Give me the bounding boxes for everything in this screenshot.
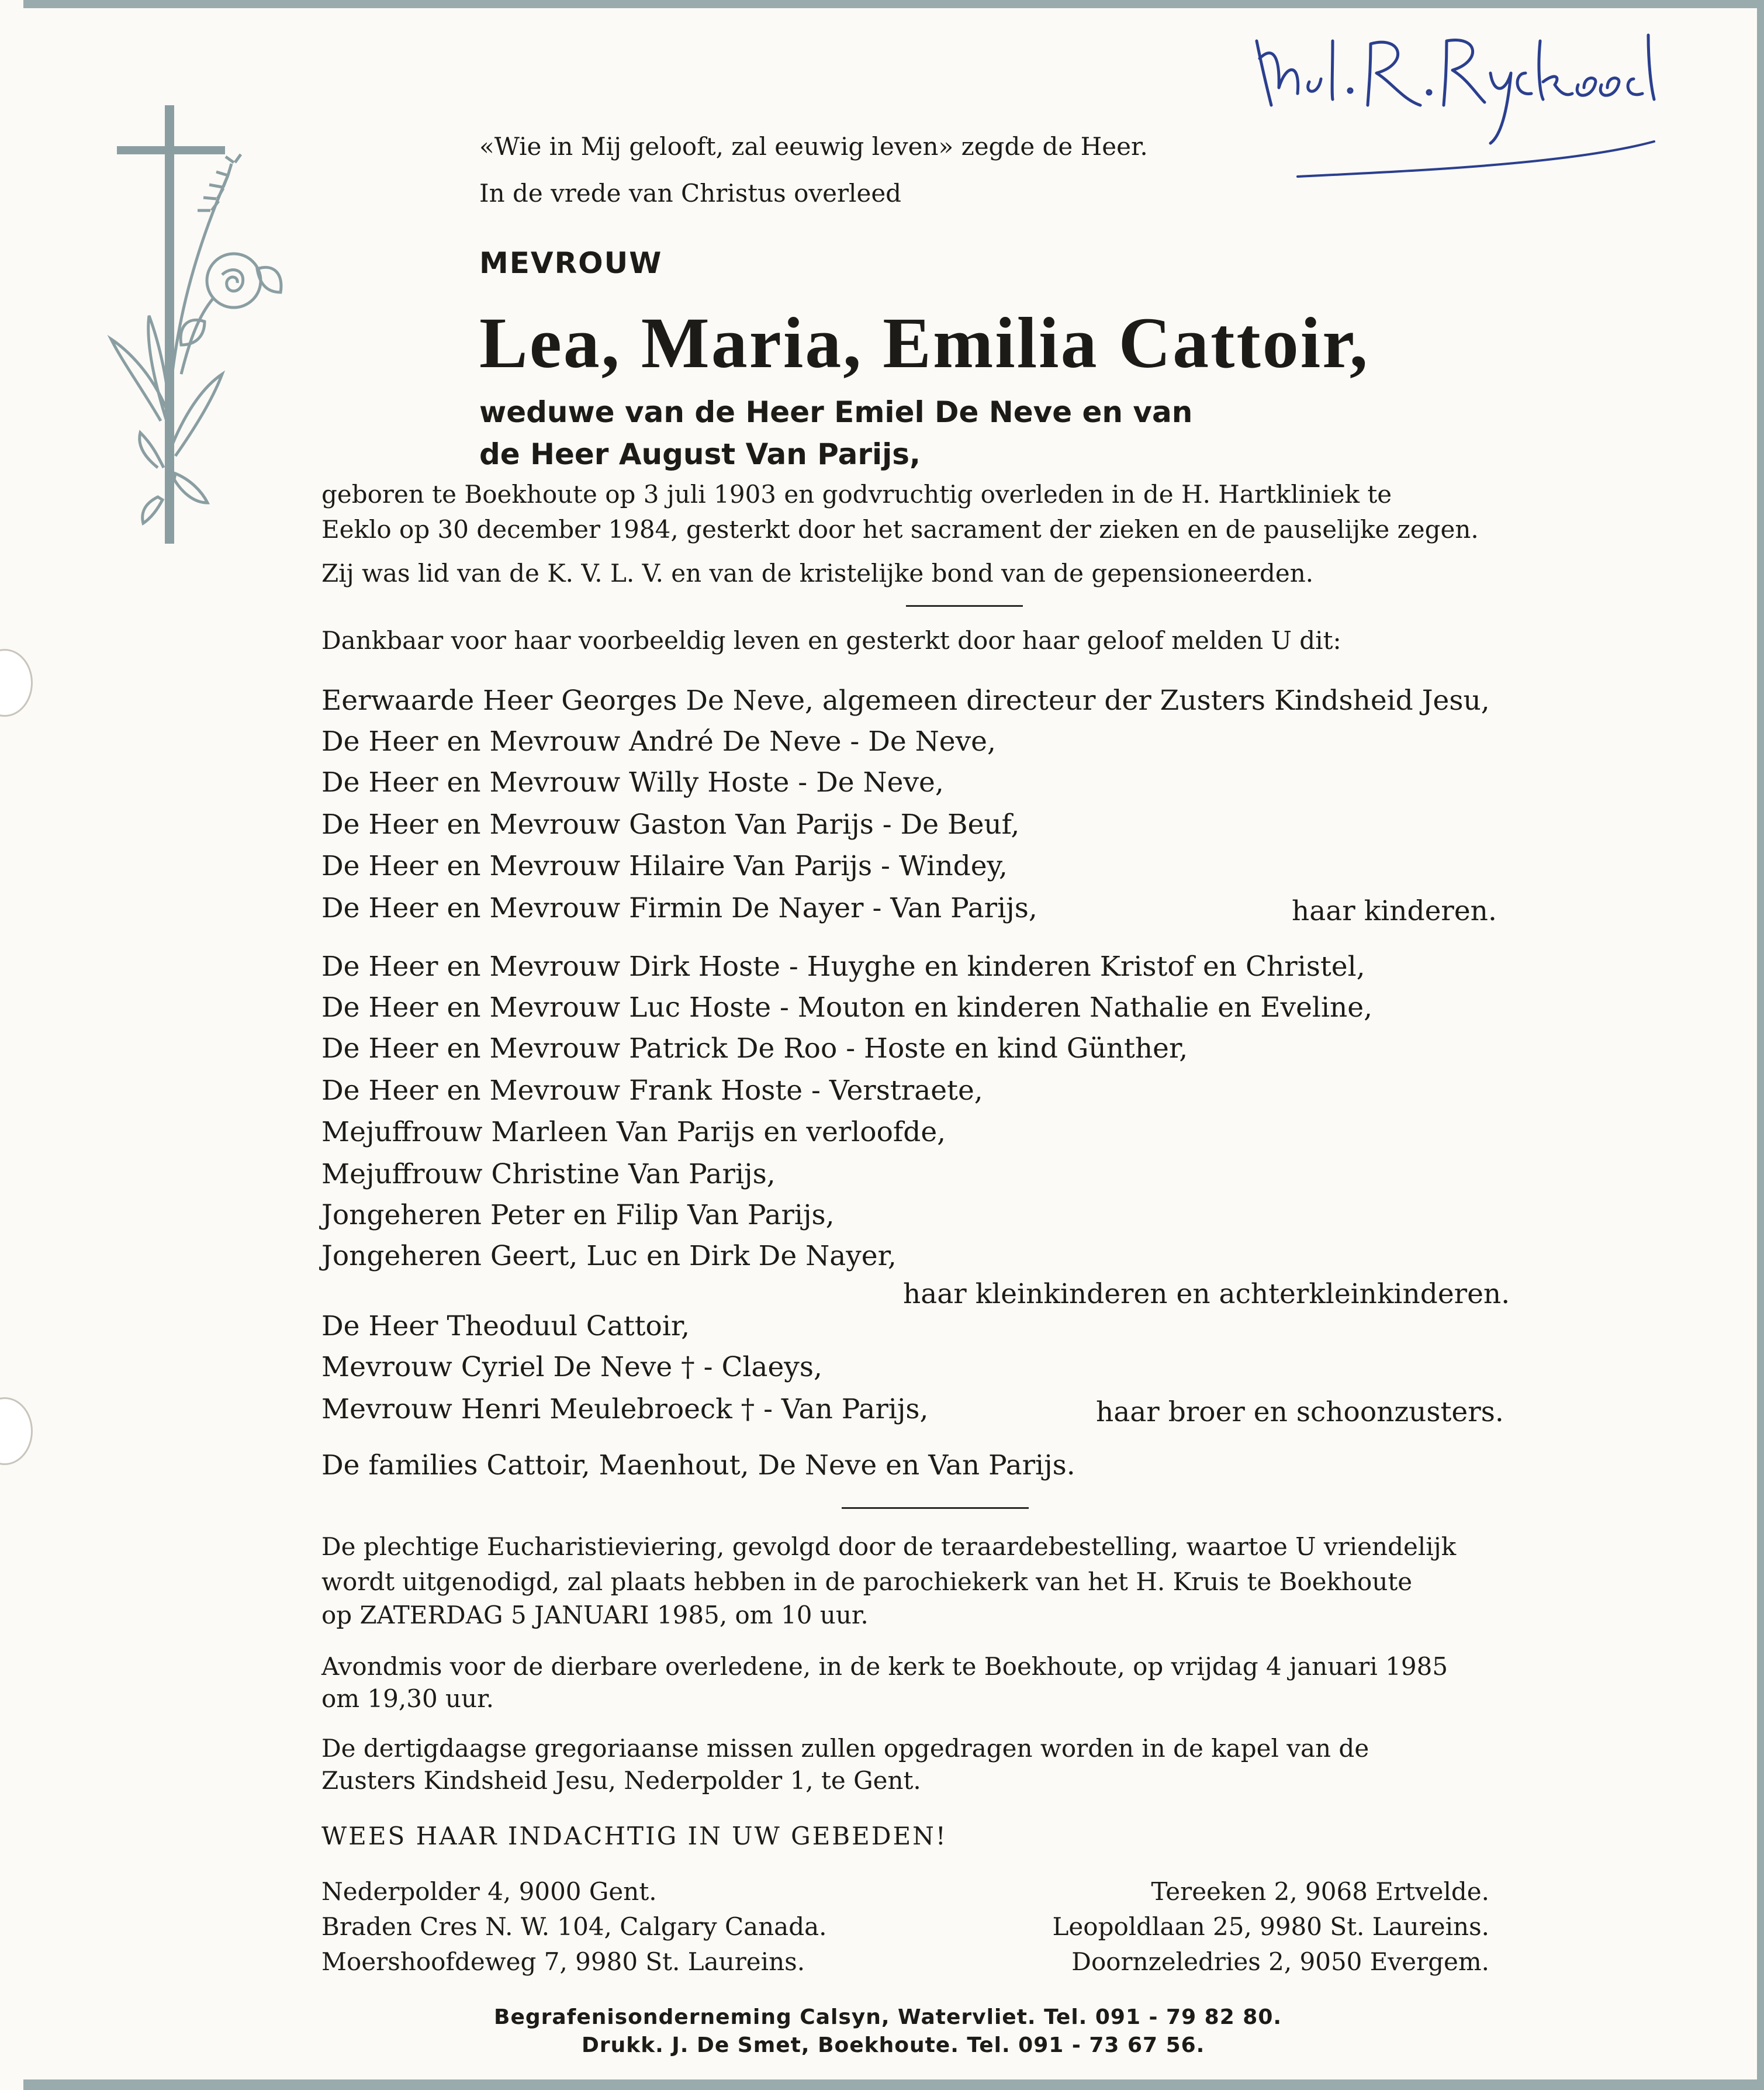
bio-line: Eeklo op 30 december 1984, gesterkt door het sacrament der zieken en de pauselijke zegen. [321, 515, 1479, 544]
widow-line-2: de Heer August Van Parijs, [479, 437, 921, 471]
ceremony-line: wordt uitgenodigd, zal plaats hebben in de parochiekerk van het H. Kruis te Boekhoute [321, 1567, 1413, 1596]
sibling-entry: Mevrouw Cyriel De Neve † - Claeys, [321, 1351, 822, 1383]
border-bottom [23, 2079, 1764, 2090]
border-top [23, 0, 1764, 8]
thanks-line: Dankbaar voor haar voorbeeldig leven en gesterkt door haar geloof melden U dit: [321, 626, 1341, 655]
sibling-entry: Mevrouw Henri Meulebroeck † - Van Parijs, [321, 1393, 929, 1425]
address-right: Doornzeledries 2, 9050 Evergem. [1071, 1947, 1489, 1976]
grandchild-entry: De Heer en Mevrouw Frank Hoste - Verstraete, [321, 1075, 983, 1107]
families-line: De families Cattoir, Maenhout, De Neve en Van Parijs. [321, 1449, 1075, 1481]
siblings-label: haar broer en schoonzusters. [1096, 1396, 1504, 1428]
footer-funeral-home: Begrafenisonderneming Calsyn, Watervliet. Tel. 091 - 79 82 80. [494, 2005, 1282, 2029]
address-left: Braden Cres N. W. 104, Calgary Canada. [321, 1912, 827, 1941]
bio-line: geboren te Boekhoute op 3 juli 1903 en godvruchtig overleden in de H. Hartkliniek te [321, 480, 1392, 509]
grandchild-entry: De Heer en Mevrouw Dirk Hoste - Huyghe en kinderen Kristof en Christel, [321, 951, 1365, 983]
evening-mass-line: Avondmis voor de dierbare overledene, in de kerk te Boekhoute, op vrijdag 4 januari 1985 [321, 1652, 1448, 1681]
title-mevrouw: MEVROUW [479, 246, 663, 280]
child-entry: Eerwaarde Heer Georges De Neve, algemeen directeur der Zusters Kindsheid Jesu, [321, 685, 1490, 717]
gregorian-line: De dertigdaagse gregoriaanse missen zullen opgedragen worden in de kapel van de [321, 1734, 1369, 1763]
grandchildren-label: haar kleinkinderen en achterkleinkinderen. [903, 1278, 1510, 1310]
widow-line-1: weduwe van de Heer Emiel De Neve en van [479, 395, 1193, 429]
ceremony-line: De plechtige Eucharistieviering, gevolgd door de teraardebestelling, waartoe U vriendelijk [321, 1532, 1457, 1561]
punch-hole-lower [0, 1397, 33, 1465]
address-right: Tereeken 2, 9068 Ertvelde. [1151, 1877, 1489, 1906]
cross-with-wheat-and-rose-icon [88, 94, 304, 561]
evening-mass-line: om 19,30 uur. [321, 1684, 494, 1713]
deceased-name: Lea, Maria, Emilia Cattoir, [479, 303, 1369, 383]
remember-line: WEES HAAR INDACHTIG IN UW GEBEDEN! [321, 1822, 947, 1850]
sibling-entry: De Heer Theoduul Cattoir, [321, 1310, 690, 1342]
child-entry: De Heer en Mevrouw Gaston Van Parijs - De Beuf, [321, 809, 1020, 841]
grandchild-entry: Jongeheren Geert, Luc en Dirk De Nayer, [321, 1240, 897, 1272]
intro-line: In de vrede van Christus overleed [479, 179, 902, 208]
grandchild-entry: Mejuffrouw Christine Van Parijs, [321, 1158, 776, 1190]
divider [842, 1507, 1029, 1509]
footer-printer: Drukk. J. De Smet, Boekhoute. Tel. 091 - 73 67 56. [582, 2033, 1205, 2057]
border-right [1757, 0, 1764, 2090]
ceremony-line: op ZATERDAG 5 JANUARI 1985, om 10 uur. [321, 1601, 869, 1629]
address-left: Moershoofdeweg 7, 9980 St. Laureins. [321, 1947, 805, 1976]
handwritten-signature [1245, 18, 1666, 193]
scripture-quote: «Wie in Mij gelooft, zal eeuwig leven» zegde de Heer. [479, 132, 1148, 161]
child-entry: De Heer en Mevrouw André De Neve - De Neve, [321, 726, 996, 758]
grandchild-entry: De Heer en Mevrouw Patrick De Roo - Hoste en kind Günther, [321, 1032, 1188, 1065]
gregorian-line: Zusters Kindsheid Jesu, Nederpolder 1, te Gent. [321, 1766, 921, 1795]
grandchild-entry: De Heer en Mevrouw Luc Hoste - Mouton en kinderen Nathalie en Eveline, [321, 992, 1373, 1024]
punch-hole-upper [0, 649, 33, 717]
child-entry: De Heer en Mevrouw Willy Hoste - De Neve, [321, 766, 944, 799]
bio-line: Zij was lid van de K. V. L. V. en van de kristelijke bond van de gepensioneerden. [321, 559, 1314, 588]
grandchild-entry: Jongeheren Peter en Filip Van Parijs, [321, 1199, 835, 1231]
child-entry: De Heer en Mevrouw Firmin De Nayer - Van Parijs, [321, 892, 1037, 924]
divider [906, 605, 1023, 607]
grandchild-entry: Mejuffrouw Marleen Van Parijs en verloofde, [321, 1116, 946, 1148]
child-entry: De Heer en Mevrouw Hilaire Van Parijs - Windey, [321, 850, 1008, 882]
children-label: haar kinderen. [1292, 895, 1497, 927]
address-left: Nederpolder 4, 9000 Gent. [321, 1877, 657, 1906]
address-right: Leopoldlaan 25, 9980 St. Laureins. [1052, 1912, 1489, 1941]
